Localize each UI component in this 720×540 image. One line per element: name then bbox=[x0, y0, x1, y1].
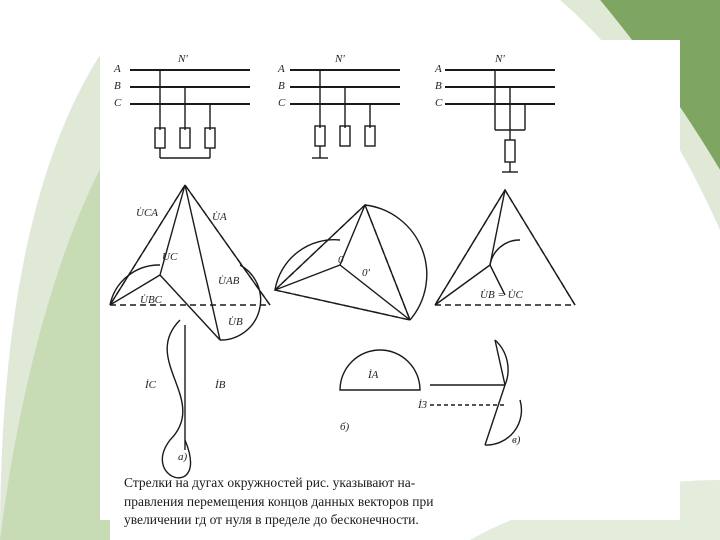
vector-label-ub: U̇B bbox=[228, 316, 243, 328]
current-label-ic: İC bbox=[145, 379, 156, 391]
phase-label-c-3: C bbox=[435, 97, 443, 109]
circuit-vector-figure bbox=[100, 40, 680, 520]
current-label-ia: İA bbox=[368, 369, 379, 381]
neutral-label-b: N' bbox=[335, 53, 345, 65]
caption-line-3: увеличении rд от нуля в пределе до бесконечности. bbox=[124, 512, 419, 527]
vector-label-uca: U̇CA bbox=[136, 207, 158, 219]
phase-label-c-1: A bbox=[435, 63, 442, 75]
phase-label-a-3: C bbox=[114, 97, 122, 109]
vector-diagram-drawing bbox=[100, 40, 680, 520]
current-label-ib: İB bbox=[215, 379, 226, 391]
phase-label-b-2: B bbox=[278, 80, 285, 92]
phase-label-b-1: A bbox=[278, 63, 285, 75]
caption-line-2: правления перемещения концов данных векторов при bbox=[124, 493, 434, 509]
phase-label-a-2: B bbox=[114, 80, 121, 92]
phase-label-b-3: C bbox=[278, 97, 286, 109]
current-label-i3: İ3 bbox=[418, 399, 428, 411]
neutral-label-a: N' bbox=[178, 53, 188, 65]
part-label-b: б) bbox=[340, 421, 350, 433]
vector-label-uab: U̇AB bbox=[218, 275, 240, 287]
point-label-o-prime: 0' bbox=[362, 267, 370, 279]
figure-caption bbox=[124, 474, 564, 530]
vector-label-ubc: U̇BC bbox=[140, 294, 162, 306]
part-label-c: в) bbox=[512, 434, 521, 446]
vector-label-ub-eq-uc: U̇B = U̇C bbox=[480, 289, 523, 301]
caption-line-1: Стрелки на дугах окружностей рис. указывают на- bbox=[124, 475, 416, 490]
phase-label-c-2: B bbox=[435, 80, 442, 92]
part-label-a: а) bbox=[178, 451, 188, 463]
vector-label-uc: U̇C bbox=[162, 251, 178, 263]
point-label-o: 0 bbox=[338, 254, 344, 266]
phase-label-a-1: A bbox=[114, 63, 121, 75]
vector-label-ua: U̇A bbox=[212, 211, 227, 223]
neutral-label-c: N' bbox=[495, 53, 505, 65]
